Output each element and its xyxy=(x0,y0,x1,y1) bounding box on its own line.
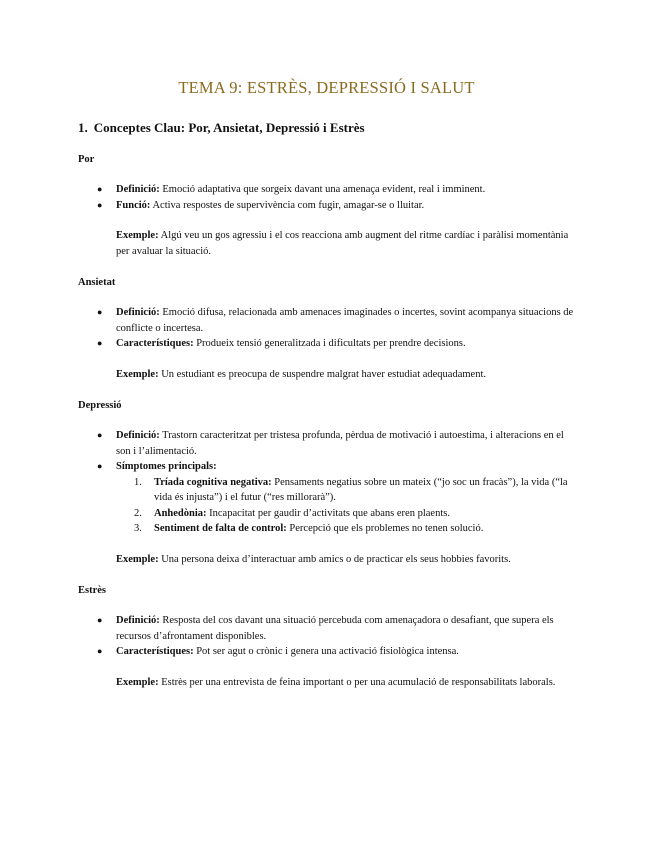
symptoms-list xyxy=(116,475,575,537)
list-item xyxy=(97,182,575,198)
list-item xyxy=(134,475,575,506)
por-list xyxy=(78,182,575,213)
example-paragraph xyxy=(116,552,575,568)
list-item xyxy=(97,198,575,214)
example-text: Algú veu un gos agressiu i el cos reacciona amb augment del ritme cardíac i paràlisi momentània per avaluar la situació. xyxy=(116,230,569,257)
list-item xyxy=(97,459,575,537)
item-label: Símptomes principals: xyxy=(116,461,217,472)
list-item xyxy=(97,305,575,336)
item-label: Funció: xyxy=(116,199,151,211)
list-item xyxy=(97,336,575,352)
subheading-por: Por xyxy=(78,154,95,165)
item-label: Característiques: xyxy=(116,338,194,349)
example-label: Exemple: xyxy=(116,230,159,241)
section-heading xyxy=(78,120,575,136)
item-text: Resposta del cos davant una situació percebuda com amenaçadora o desafiant, que supera els recursos d’afrontament disponibles. xyxy=(116,615,554,642)
bullet-icon: ● xyxy=(97,646,103,656)
list-item xyxy=(134,506,575,522)
subheading-ansietat: Ansietat xyxy=(78,277,116,288)
item-label: Definició: xyxy=(116,307,160,318)
item-text: Emoció adaptativa que sorgeix davant una amenaça evident, real i imminent. xyxy=(159,184,486,195)
item-label: Tríada cognitiva negativa: xyxy=(154,476,272,488)
bullet-icon: ● xyxy=(97,338,103,348)
bullet-icon: ● xyxy=(97,307,103,317)
item-label: Característiques: xyxy=(116,646,194,657)
example-paragraph xyxy=(116,367,575,383)
example-label: Exemple: xyxy=(116,368,159,380)
depressio-list xyxy=(78,428,575,537)
item-text: Activa respostes de supervivència com fugir, amagar-se o lluitar. xyxy=(150,199,425,211)
subheading-depressio: Depressió xyxy=(78,400,122,411)
item-label: Anhedònia: xyxy=(154,507,207,519)
item-text: Pot ser agut o crònic i genera una activació fisiològica intensa. xyxy=(193,646,459,657)
item-label: Definició: xyxy=(116,184,160,195)
example-text: Una persona deixa d’interactuar amb amics o de practicar els seus hobbies favorits. xyxy=(158,553,511,565)
list-item xyxy=(97,644,575,660)
list-item xyxy=(97,428,575,459)
item-text: Emoció difusa, relacionada amb amenaces imaginades o incertes, sovint acompanya situacions de conflicte o incertesa. xyxy=(116,307,574,334)
document-title: TEMA 9: ESTRÈS, DEPRESSIÓ I SALUT xyxy=(178,78,475,97)
bullet-icon: ● xyxy=(97,461,103,471)
item-text: Incapacitat per gaudir d’activitats que abans eren plaents. xyxy=(206,507,450,519)
item-text: Pensaments negatius sobre un mateix (“jo soc un fracàs”), la vida (“la vida és injusta”) i el futur (“res millorarà”). xyxy=(154,476,568,503)
item-text: Trastorn caracteritzat per tristesa profunda, pèrdua de motivació i autoestima, i alteracions en el son i l’alimentació. xyxy=(116,430,564,457)
item-number: 2. xyxy=(134,507,142,519)
example-text: Estrès per una entrevista de feina important o per una acumulació de responsabilitats laborals. xyxy=(158,676,556,688)
list-item xyxy=(134,521,575,537)
item-label: Sentiment de falta de control: xyxy=(154,523,287,534)
bullet-icon: ● xyxy=(97,184,103,194)
item-text: Percepció que els problemes no tenen solució. xyxy=(286,523,484,534)
bullet-icon: ● xyxy=(97,615,103,625)
item-text: Produeix tensió generalitzada i dificultats per prendre decisions. xyxy=(193,338,466,349)
item-label: Definició: xyxy=(116,615,160,626)
example-label: Exemple: xyxy=(116,676,159,688)
example-paragraph xyxy=(116,228,575,259)
section-number: 1. xyxy=(78,120,88,135)
estres-list xyxy=(78,613,575,660)
list-item xyxy=(97,613,575,644)
example-text: Un estudiant es preocupa de suspendre malgrat haver estudiat adequadament. xyxy=(158,368,487,380)
item-number: 3. xyxy=(134,523,142,534)
bullet-icon: ● xyxy=(97,430,103,440)
bullet-icon: ● xyxy=(97,199,103,210)
ansietat-list xyxy=(78,305,575,352)
example-paragraph xyxy=(116,675,575,691)
subheading-estres: Estrès xyxy=(78,585,106,596)
example-label: Exemple: xyxy=(116,553,159,565)
item-label: Definició: xyxy=(116,430,160,441)
section-title: Conceptes Clau: Por, Ansietat, Depressió i Estrès xyxy=(93,120,365,135)
item-number: 1. xyxy=(134,476,142,488)
